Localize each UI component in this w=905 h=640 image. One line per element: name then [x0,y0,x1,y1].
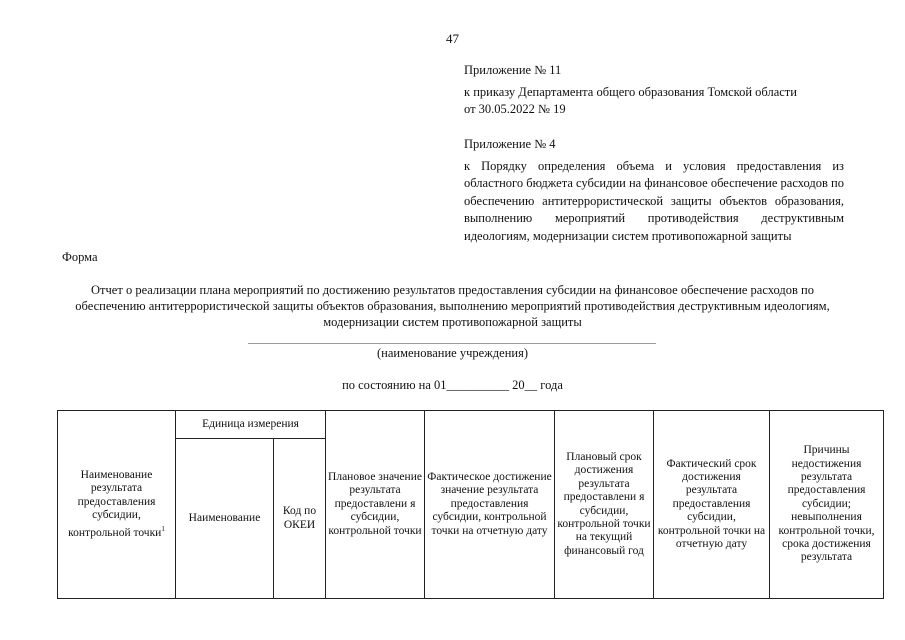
page-number: 47 [446,31,459,46]
header-unit-group: Единица измерения [176,411,326,439]
header-unit-okei: Код по ОКЕИ [274,439,326,599]
appendix-4-heading: Приложение № 4 [464,137,556,151]
header-result-name [58,411,176,599]
header-reasons: Причины недостижения результата предоставления субсидии; невыполнения контрольной точки, срока достижения результата [770,411,884,599]
header-result-name-text: Наименование результата предоставления субсидии, контрольной точки [68,469,162,539]
header-actual-date: Фактический срок достижения результата предоставления субсидии, контрольной точки на отчетную дату [654,411,770,599]
report-table [57,410,884,599]
institution-name-blank-line [248,343,656,344]
header-actual-value: Фактическое достижение значение результата предоставления субсидии, контрольной точки на отчетную дату [425,411,555,599]
appendix-11-heading: Приложение № 11 [464,63,562,77]
appendix-4-block [464,136,844,245]
appendix-11-line: от 30.05.2022 № 19 [464,102,566,116]
appendix-4-text: к Порядку определения объема и условия предоставления из областного бюджета субсидии на финансовое обеспечение расходов по обеспечению антитеррористической защиты объектов образования, выполнению мероприятий противодействия деструктивным идеологиям, модернизации систем противопожарной защиты [464,158,844,243]
header-planned-value: Плановое значение результата предоставлени я субсидии, контрольной точки [326,411,425,599]
institution-caption: (наименование учреждения) [377,346,528,360]
header-planned-date: Плановый срок достижения результата предоставлени я субсидии, контрольной точки на текущий финансовый год [555,411,654,599]
footnote-marker: 1 [161,524,165,533]
report-date-line: по состоянию на 01__________ 20__ года [342,378,563,392]
report-title: Отчет о реализации плана мероприятий по достижению результатов предоставления субсидии на финансовое обеспечение расходов по обеспечению антитеррористической защиты объектов образования, выполнению мероприятий противодействия деструктивным идеологиям, модернизации систем противопожарной защиты [75,283,830,329]
appendix-11-line: к приказу Департамента общего образования Томской области [464,84,797,99]
header-unit-name: Наименование [176,439,274,599]
form-label: Форма [62,250,98,264]
appendix-11-block [464,62,844,119]
